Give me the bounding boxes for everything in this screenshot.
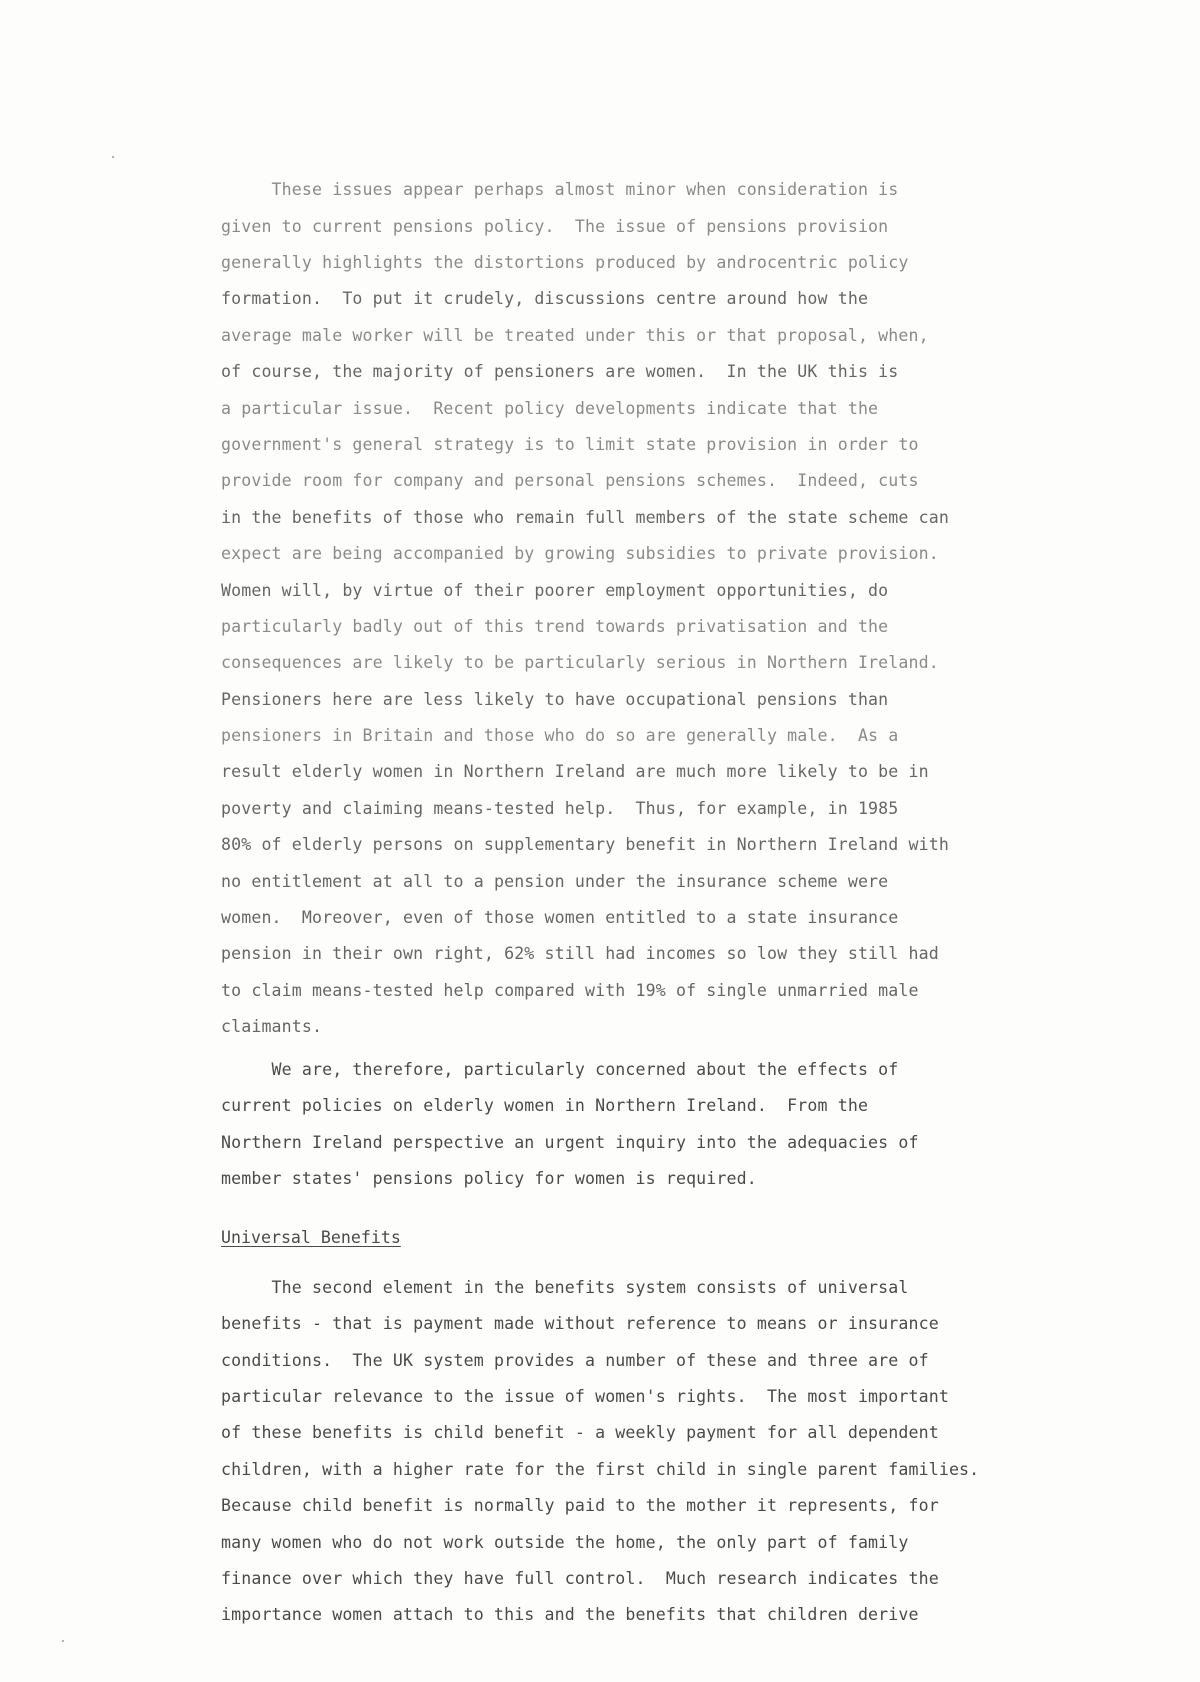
section-heading: Universal Benefits [221,1228,401,1247]
text-line: Northern Ireland perspective an urgent inquiry into the adequacies of [221,1133,919,1152]
text-line: provide room for company and personal pensions schemes. Indeed, cuts [221,471,919,490]
text-line: finance over which they have full control. Much research indicates the [221,1569,939,1588]
text-line: Women will, by virtue of their poorer employment opportunities, do [221,581,889,600]
text-line: many women who do not work outside the home, the only part of family [221,1533,909,1552]
text-line: given to current pensions policy. The issue of pensions provision [221,217,889,236]
text-line: women. Moreover, even of those women entitled to a state insurance [221,908,899,927]
text-line: result elderly women in Northern Ireland are much more likely to be in [221,762,929,781]
text-line: children, with a higher rate for the first child in single parent families. [221,1460,980,1479]
text-line: consequences are likely to be particularly serious in Northern Ireland. [221,653,939,672]
text-line: pensioners in Britain and those who do so are generally male. As a [221,726,899,745]
text-line: a particular issue. Recent policy developments indicate that the [221,399,879,418]
text-line: Pensioners here are less likely to have occupational pensions than [221,690,889,709]
text-line: The second element in the benefits system consists of universal [221,1278,909,1297]
text-line: These issues appear perhaps almost minor when consideration is [221,180,899,199]
text-line: formation. To put it crudely, discussions centre around how the [221,289,869,308]
text-line: of course, the majority of pensioners are women. In the UK this is [221,362,899,381]
text-line: of these benefits is child benefit - a weekly payment for all dependent [221,1423,939,1442]
text-line: expect are being accompanied by growing subsidies to private provision. [221,544,939,563]
text-line: We are, therefore, particularly concerned about the effects of [221,1060,899,1079]
text-line: in the benefits of those who remain full members of the state scheme can [221,508,949,527]
text-line: claimants. [221,1017,323,1036]
paper-speck [112,156,114,158]
text-line: particularly badly out of this trend towards privatisation and the [221,617,889,636]
text-line: government's general strategy is to limit state provision in order to [221,435,919,454]
text-line: importance women attach to this and the benefits that children derive [221,1605,919,1624]
text-line: 80% of elderly persons on supplementary benefit in Northern Ireland with [221,835,949,854]
text-line: poverty and claiming means-tested help. Thus, for example, in 1985 [221,799,899,818]
text-line: benefits - that is payment made without reference to means or insurance [221,1314,939,1333]
text-line: no entitlement at all to a pension under the insurance scheme were [221,872,889,891]
text-line: member states' pensions policy for women is required. [221,1169,757,1188]
text-line: pension in their own right, 62% still had incomes so low they still had [221,944,939,963]
paper-speck [62,1640,64,1642]
text-line: current policies on elderly women in Northern Ireland. From the [221,1096,869,1115]
text-line: particular relevance to the issue of women's rights. The most important [221,1387,949,1406]
text-line: to claim means-tested help compared with 19% of single unmarried male [221,981,919,1000]
text-line: conditions. The UK system provides a number of these and three are of [221,1351,929,1370]
text-line: generally highlights the distortions produced by androcentric policy [221,253,909,272]
text-line: Because child benefit is normally paid to the mother it represents, for [221,1496,939,1515]
text-line: average male worker will be treated under this or that proposal, when, [221,326,929,345]
